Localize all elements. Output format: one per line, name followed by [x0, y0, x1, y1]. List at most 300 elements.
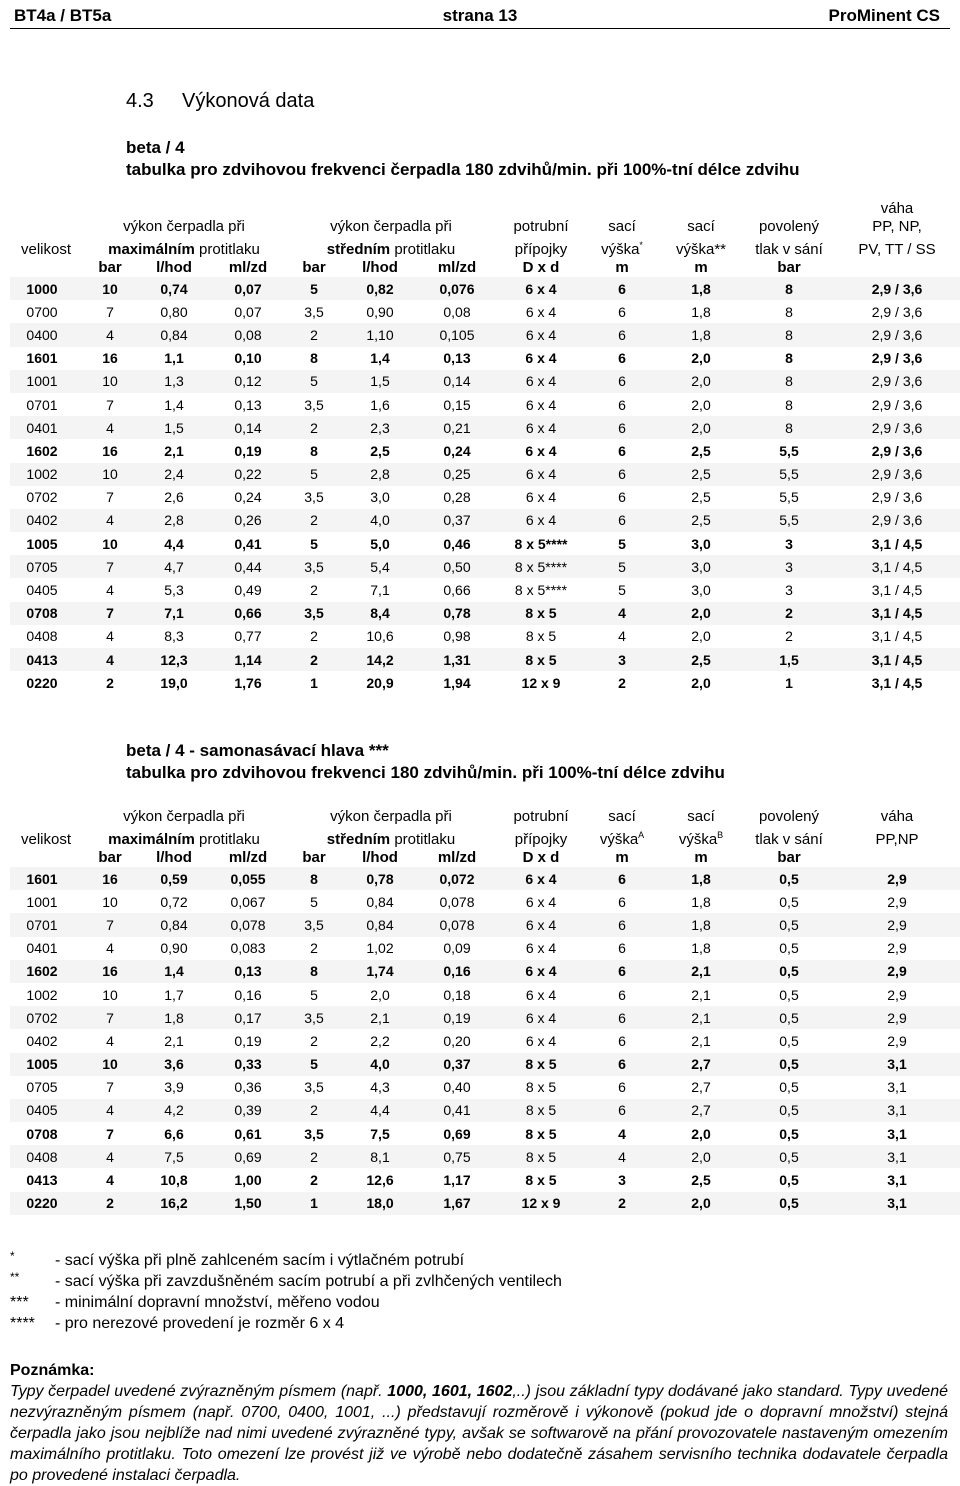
- table-cell: 1,10: [342, 323, 418, 346]
- table-cell: 8 x 5: [496, 1122, 586, 1145]
- table2-unit: ml/zd: [437, 849, 477, 866]
- table-row: [10, 393, 960, 416]
- table-cell: 0,067: [210, 890, 286, 913]
- table-cell: 0,78: [418, 602, 496, 625]
- table-cell: 0,98: [418, 625, 496, 648]
- table-cell: 8 x 5: [496, 1099, 586, 1122]
- table-cell: 0,17: [210, 1006, 286, 1029]
- table-row: [10, 370, 960, 393]
- row-size-cell: 0701: [10, 913, 82, 936]
- table-cell: 0,25: [418, 463, 496, 486]
- table-cell: 7: [82, 1076, 138, 1099]
- table1-suction1-h2: výška: [601, 241, 640, 258]
- table-cell: 3,5: [286, 393, 342, 416]
- table-cell: 0,39: [210, 1099, 286, 1122]
- table-cell: 4: [82, 509, 138, 532]
- table-cell: 0,08: [418, 300, 496, 323]
- table-cell: 6 x 4: [496, 323, 586, 346]
- table-cell: 5: [586, 532, 658, 555]
- table-cell: 2,5: [342, 439, 418, 462]
- table1-mid-h2-bold: středním: [326, 241, 391, 258]
- table-cell: 7: [82, 1122, 138, 1145]
- table-cell: 1,5: [138, 416, 210, 439]
- row-size-cell: 0405: [10, 1099, 82, 1122]
- table-cell: 0,59: [138, 867, 210, 890]
- table2-unit: m: [615, 849, 629, 866]
- table-cell: 1,8: [658, 300, 744, 323]
- footnote-text: - minimální dopravní množství, měřeno vodou: [55, 1294, 380, 1311]
- table1-suction1-h1: sací: [608, 218, 636, 235]
- table-cell: 6: [586, 277, 658, 300]
- table-cell: 3,5: [286, 1076, 342, 1099]
- table-cell: 2,9 / 3,6: [834, 393, 960, 416]
- table-cell: 2,4: [138, 463, 210, 486]
- table2-suction2-sup: B: [717, 830, 724, 840]
- row-size-cell: 1601: [10, 867, 82, 890]
- table-cell: 2,1: [658, 960, 744, 983]
- table-cell: 3: [744, 578, 834, 601]
- table-cell: 6: [586, 960, 658, 983]
- table-cell: 7,1: [138, 602, 210, 625]
- table-cell: 6: [586, 1053, 658, 1076]
- table2-weight-h1: váha: [880, 808, 914, 825]
- table-cell: 1: [744, 671, 834, 694]
- table-cell: 0,66: [210, 602, 286, 625]
- table-cell: 7: [82, 486, 138, 509]
- table-cell: 6 x 4: [496, 937, 586, 960]
- table-cell: 6 x 4: [496, 416, 586, 439]
- table-cell: 1,8: [658, 867, 744, 890]
- table-cell: 8: [286, 867, 342, 890]
- table-cell: 2,9 / 3,6: [834, 439, 960, 462]
- row-size-cell: 0402: [10, 509, 82, 532]
- table-cell: 0,75: [418, 1145, 496, 1168]
- table2-units-row: [10, 849, 960, 867]
- table2-mid-h1: výkon čerpadla při: [330, 808, 452, 825]
- table-row: [10, 1053, 960, 1076]
- table-cell: 6: [586, 463, 658, 486]
- table2-unit: bar: [302, 849, 326, 866]
- table-cell: 0,12: [210, 370, 286, 393]
- table-cell: 2,9 / 3,6: [834, 277, 960, 300]
- table-cell: 7: [82, 393, 138, 416]
- table2-body: [10, 867, 960, 1215]
- table1-suction2-h1: sací: [687, 218, 715, 235]
- table-cell: 2,0: [658, 393, 744, 416]
- table2-unit: bar: [777, 849, 801, 866]
- table-cell: 3,1 / 4,5: [834, 648, 960, 671]
- table-cell: 2: [744, 625, 834, 648]
- table2-suction1-h1: sací: [608, 808, 636, 825]
- row-size-cell: 1002: [10, 463, 82, 486]
- table-cell: 6: [586, 347, 658, 370]
- table-cell: 0,77: [210, 625, 286, 648]
- table-cell: 16,2: [138, 1192, 210, 1215]
- table-cell: 6: [586, 300, 658, 323]
- table-cell: 0,5: [744, 1076, 834, 1099]
- table-cell: 20,9: [342, 671, 418, 694]
- table-cell: 3,1: [834, 1099, 960, 1122]
- table-cell: 3,9: [138, 1076, 210, 1099]
- table-cell: 6,6: [138, 1122, 210, 1145]
- table-cell: 19,0: [138, 671, 210, 694]
- table-cell: 4: [82, 1099, 138, 1122]
- table-cell: 8,4: [342, 602, 418, 625]
- table1-unit: m: [615, 259, 629, 276]
- table-cell: 4: [82, 625, 138, 648]
- table-cell: 0,5: [744, 937, 834, 960]
- table2-unit: bar: [98, 849, 122, 866]
- table2-unit: ml/zd: [228, 849, 268, 866]
- table-cell: 2,1: [138, 439, 210, 462]
- table-cell: 0,61: [210, 1122, 286, 1145]
- row-size-cell: 0408: [10, 1145, 82, 1168]
- table-row: [10, 937, 960, 960]
- table2-pipe-h2: přípojky: [514, 831, 568, 848]
- table-cell: 1,14: [210, 648, 286, 671]
- table-cell: 1,02: [342, 937, 418, 960]
- table-cell: 0,84: [138, 323, 210, 346]
- table-row: [10, 300, 960, 323]
- row-size-cell: 0705: [10, 555, 82, 578]
- table-cell: 6 x 4: [496, 393, 586, 416]
- table1-pressure-h2: tlak v sání: [755, 241, 823, 258]
- table-cell: 6 x 4: [496, 277, 586, 300]
- table-cell: 8: [744, 393, 834, 416]
- table-cell: 7: [82, 1006, 138, 1029]
- table-cell: 6: [586, 1006, 658, 1029]
- table-cell: 0,078: [210, 913, 286, 936]
- table-cell: 2,9 / 3,6: [834, 347, 960, 370]
- row-size-cell: 0413: [10, 648, 82, 671]
- table-cell: 0,41: [210, 532, 286, 555]
- table-cell: 1,67: [418, 1192, 496, 1215]
- table1-unit: l/hod: [362, 259, 398, 276]
- footnote-text: - pro nerezové provedení je rozměr 6 x 4: [55, 1315, 345, 1332]
- table-cell: 2: [286, 1029, 342, 1052]
- table-cell: 1: [286, 671, 342, 694]
- table-cell: 8: [744, 277, 834, 300]
- table1-header: [10, 200, 960, 277]
- table-cell: 3,5: [286, 1006, 342, 1029]
- table-cell: 8: [744, 347, 834, 370]
- table-cell: 2,1: [658, 983, 744, 1006]
- table-cell: 2,7: [658, 1076, 744, 1099]
- table-cell: 10: [82, 890, 138, 913]
- table-cell: 3,1: [834, 1053, 960, 1076]
- table-cell: 7,1: [342, 578, 418, 601]
- table-row: [10, 509, 960, 532]
- table-cell: 2,0: [658, 1122, 744, 1145]
- table-cell: 0,13: [210, 393, 286, 416]
- table-cell: 0,083: [210, 937, 286, 960]
- page-header: [10, 4, 950, 29]
- table-cell: 16: [82, 439, 138, 462]
- table-cell: 2,5: [658, 1168, 744, 1191]
- table2-suction1-sup: A: [638, 830, 645, 840]
- table2-caption-line2: tabulka pro zdvihovou frekvenci 180 zdvihů/min. při 100%-tní délce zdvihu: [126, 763, 725, 782]
- table-cell: 1,5: [342, 370, 418, 393]
- footnote-mark: *: [10, 1249, 15, 1263]
- table-cell: 0,5: [744, 1122, 834, 1145]
- row-size-cell: 1002: [10, 983, 82, 1006]
- table-row: [10, 913, 960, 936]
- table1-pipe-h1: potrubní: [513, 218, 569, 235]
- table-cell: 10: [82, 983, 138, 1006]
- table-row: [10, 439, 960, 462]
- table-cell: 2,0: [658, 1145, 744, 1168]
- table-cell: 2,9 / 3,6: [834, 300, 960, 323]
- table-cell: 0,66: [418, 578, 496, 601]
- table-cell: 0,072: [418, 867, 496, 890]
- table-cell: 1,1: [138, 347, 210, 370]
- table-cell: 3,0: [658, 578, 744, 601]
- row-size-cell: 0408: [10, 625, 82, 648]
- table-row: [10, 867, 960, 890]
- table-cell: 0,49: [210, 578, 286, 601]
- table-cell: 2,6: [138, 486, 210, 509]
- table1-pipe-h2: přípojky: [514, 241, 568, 258]
- table-cell: 3,5: [286, 602, 342, 625]
- table-cell: 5,5: [744, 439, 834, 462]
- table-cell: 6 x 4: [496, 960, 586, 983]
- table-cell: 0,5: [744, 1168, 834, 1191]
- table-row: [10, 578, 960, 601]
- table-cell: 6 x 4: [496, 1006, 586, 1029]
- table1-unit: ml/zd: [437, 259, 477, 276]
- table-cell: 0,07: [210, 300, 286, 323]
- table-row: [10, 1168, 960, 1191]
- table1: [10, 200, 960, 694]
- table-cell: 1,7: [138, 983, 210, 1006]
- table-cell: 1,94: [418, 671, 496, 694]
- table-cell: 6: [586, 393, 658, 416]
- table-cell: 12,6: [342, 1168, 418, 1191]
- table-cell: 3: [744, 555, 834, 578]
- table-cell: 6 x 4: [496, 370, 586, 393]
- row-size-cell: 0708: [10, 602, 82, 625]
- footnote-mark: **: [10, 1270, 20, 1284]
- table-cell: 7: [82, 555, 138, 578]
- section-title-text: Výkonová data: [182, 90, 315, 112]
- table1-unit: bar: [777, 259, 801, 276]
- table-cell: 2,0: [658, 1192, 744, 1215]
- table-cell: 4: [586, 625, 658, 648]
- table-cell: 6 x 4: [496, 867, 586, 890]
- table-cell: 6: [586, 937, 658, 960]
- table-row: [10, 625, 960, 648]
- table-cell: 3,6: [138, 1053, 210, 1076]
- table-cell: 6 x 4: [496, 890, 586, 913]
- table-row: [10, 555, 960, 578]
- table-cell: 5,3: [138, 578, 210, 601]
- table-cell: 2,9: [834, 890, 960, 913]
- table-cell: 4: [82, 648, 138, 671]
- table-cell: 5,5: [744, 509, 834, 532]
- table-row: [10, 416, 960, 439]
- table-cell: 0,19: [210, 1029, 286, 1052]
- table-cell: 2,0: [658, 347, 744, 370]
- table-cell: 1: [286, 1192, 342, 1215]
- table-cell: 1,8: [138, 1006, 210, 1029]
- table-cell: 6: [586, 1099, 658, 1122]
- table-cell: 1,3: [138, 370, 210, 393]
- table-cell: 2,9 / 3,6: [834, 416, 960, 439]
- table-cell: 1,8: [658, 913, 744, 936]
- table-cell: 3,0: [342, 486, 418, 509]
- table-cell: 6 x 4: [496, 983, 586, 1006]
- table-cell: 8 x 5: [496, 625, 586, 648]
- table-cell: 3,1 / 4,5: [834, 555, 960, 578]
- row-size-cell: 0400: [10, 323, 82, 346]
- footnote-mark: ***: [10, 1294, 29, 1311]
- table-cell: 6: [586, 439, 658, 462]
- row-size-cell: 0405: [10, 578, 82, 601]
- table-cell: 0,24: [418, 439, 496, 462]
- table-cell: 7,5: [342, 1122, 418, 1145]
- table-row: [10, 323, 960, 346]
- table-cell: 2,0: [658, 671, 744, 694]
- table-cell: 4: [82, 937, 138, 960]
- table-cell: 6: [586, 1076, 658, 1099]
- table-cell: 6 x 4: [496, 509, 586, 532]
- table-cell: 6: [586, 509, 658, 532]
- table-cell: 4: [586, 602, 658, 625]
- table-cell: 3,1 / 4,5: [834, 602, 960, 625]
- table-cell: 0,16: [418, 960, 496, 983]
- row-size-cell: 0700: [10, 300, 82, 323]
- table-cell: 3,0: [658, 532, 744, 555]
- table-cell: 3,5: [286, 913, 342, 936]
- table-cell: 0,5: [744, 1145, 834, 1168]
- table-cell: 0,37: [418, 509, 496, 532]
- table-cell: 0,84: [342, 890, 418, 913]
- row-size-cell: 1000: [10, 277, 82, 300]
- table-cell: 6: [586, 913, 658, 936]
- table-cell: 2: [286, 416, 342, 439]
- table2-suction2-h1: sací: [687, 808, 715, 825]
- table-cell: 0,5: [744, 913, 834, 936]
- table-cell: 3,1: [834, 1192, 960, 1215]
- row-size-cell: 1001: [10, 370, 82, 393]
- table-cell: 3: [586, 648, 658, 671]
- table-row: [10, 1145, 960, 1168]
- table-cell: 2,1: [658, 1006, 744, 1029]
- table-cell: 0,5: [744, 1006, 834, 1029]
- table-cell: 4: [82, 1168, 138, 1191]
- table-cell: 2: [286, 323, 342, 346]
- table-cell: 3,5: [286, 486, 342, 509]
- table-cell: 0,41: [418, 1099, 496, 1122]
- table2-max-h2-rest: protitlaku: [194, 831, 260, 848]
- table-row: [10, 983, 960, 1006]
- table-cell: 2,9 / 3,6: [834, 463, 960, 486]
- table-cell: 5: [286, 277, 342, 300]
- table-cell: 5: [286, 532, 342, 555]
- table-cell: 1,8: [658, 937, 744, 960]
- table-cell: 2: [286, 578, 342, 601]
- table-cell: 0,14: [210, 416, 286, 439]
- table2-mid-h2-bold: středním: [326, 831, 391, 848]
- table-row: [10, 1029, 960, 1052]
- table-cell: 4: [82, 578, 138, 601]
- table-cell: 2,5: [658, 648, 744, 671]
- table-cell: 4,3: [342, 1076, 418, 1099]
- table-row: [10, 1122, 960, 1145]
- table-cell: 6 x 4: [496, 913, 586, 936]
- table-row: [10, 486, 960, 509]
- table-cell: 0,19: [210, 439, 286, 462]
- table-cell: 0,82: [342, 277, 418, 300]
- remark-text-bold: 1000, 1601, 1602: [387, 1383, 513, 1400]
- table-cell: 0,055: [210, 867, 286, 890]
- table-cell: 7,5: [138, 1145, 210, 1168]
- table-cell: 0,90: [138, 937, 210, 960]
- table-cell: 5: [286, 370, 342, 393]
- header-page-number: strana 13: [442, 6, 518, 25]
- table-cell: 4,2: [138, 1099, 210, 1122]
- table-cell: 10: [82, 1053, 138, 1076]
- header-company: ProMinent CS: [828, 6, 940, 25]
- table-cell: 2,7: [658, 1099, 744, 1122]
- table-cell: 2: [286, 1168, 342, 1191]
- footnote-text: - sací výška při zavzdušněném sacím potrubí a při zvlhčených ventilech: [55, 1273, 562, 1290]
- table-cell: 4: [82, 323, 138, 346]
- table-cell: 8: [744, 370, 834, 393]
- table-cell: 0,33: [210, 1053, 286, 1076]
- table-row: [10, 671, 960, 694]
- table-cell: 10: [82, 463, 138, 486]
- table-cell: 2,1: [658, 1029, 744, 1052]
- table-cell: 8 x 5: [496, 602, 586, 625]
- table-cell: 1,8: [658, 277, 744, 300]
- header-doc-code: BT4a / BT5a: [14, 6, 112, 25]
- table-cell: 2,1: [342, 1006, 418, 1029]
- table-cell: 7: [82, 602, 138, 625]
- row-size-cell: 1001: [10, 890, 82, 913]
- remark-text-a: Typy čerpadel uvedené zvýrazněným písmem (např.: [10, 1383, 388, 1400]
- table-cell: 1,4: [138, 960, 210, 983]
- table-row: [10, 648, 960, 671]
- table-cell: 4,0: [342, 1053, 418, 1076]
- table2-pressure-h1: povolený: [758, 808, 820, 825]
- table2-pressure-h2: tlak v sání: [755, 831, 823, 848]
- table-cell: 2: [744, 602, 834, 625]
- table-cell: 1,4: [138, 393, 210, 416]
- row-size-cell: 0708: [10, 1122, 82, 1145]
- table2-pipe-h1: potrubní: [513, 808, 569, 825]
- table1-velikost-h: velikost: [20, 241, 72, 258]
- table-cell: 2: [286, 937, 342, 960]
- table-cell: 2: [586, 1192, 658, 1215]
- table-cell: 0,69: [210, 1145, 286, 1168]
- table-cell: 2,9: [834, 867, 960, 890]
- table-cell: 2: [82, 1192, 138, 1215]
- table-row: [10, 532, 960, 555]
- table-cell: 10,8: [138, 1168, 210, 1191]
- table-cell: 6: [586, 890, 658, 913]
- table-cell: 0,076: [418, 277, 496, 300]
- table-cell: 8: [744, 300, 834, 323]
- table-cell: 2,9 / 3,6: [834, 370, 960, 393]
- table-cell: 3,1: [834, 1145, 960, 1168]
- table-cell: 4: [82, 416, 138, 439]
- table2-max-h1: výkon čerpadla při: [123, 808, 245, 825]
- table-cell: 5,0: [342, 532, 418, 555]
- table-row: [10, 463, 960, 486]
- table-cell: 10: [82, 370, 138, 393]
- table-cell: 0,90: [342, 300, 418, 323]
